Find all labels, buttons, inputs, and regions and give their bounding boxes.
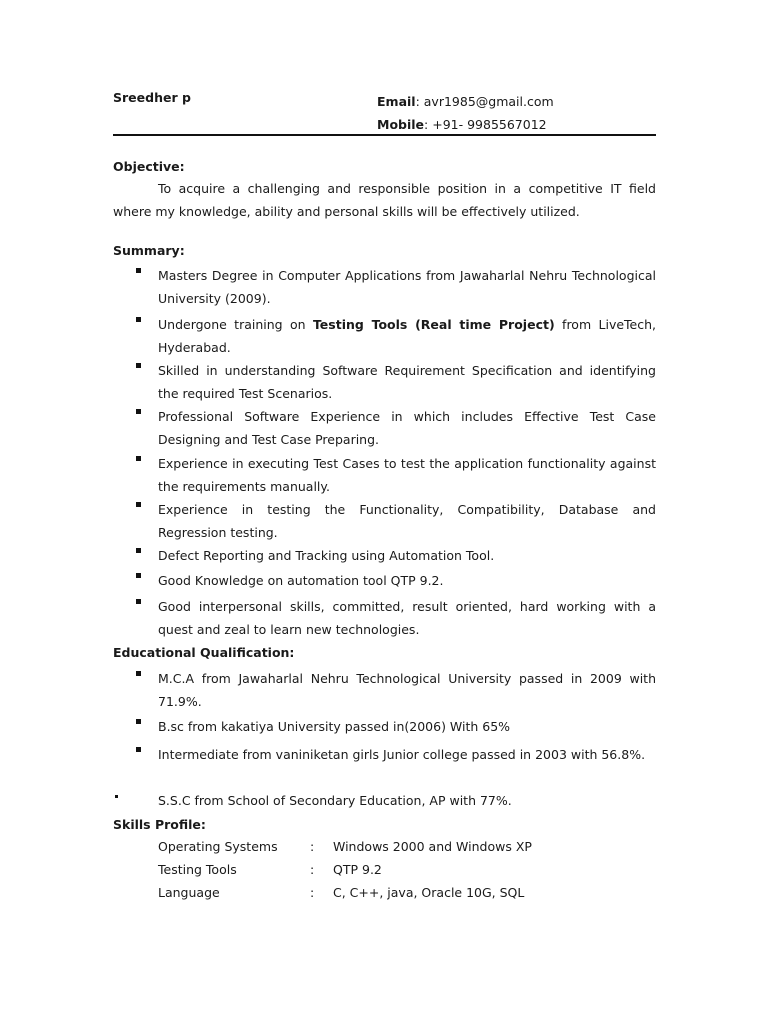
contact-block — [377, 90, 554, 136]
skill-value: C, C++, java, Oracle 10G, SQL — [333, 885, 525, 900]
skill-key: Operating Systems — [158, 839, 278, 854]
bullet-icon — [136, 409, 141, 414]
skill-key: Testing Tools — [158, 862, 237, 877]
summary-item-text: Defect Reporting and Tracking using Automation Tool. — [158, 548, 495, 563]
skill-separator: : — [310, 885, 315, 900]
summary-heading: Summary: — [113, 243, 185, 258]
summary-item-text: Skilled in understanding Software Requirement Specification and identifying the required Test Scenarios. — [158, 363, 656, 401]
education-item-text: S.S.C from School of Secondary Education, AP with 77%. — [158, 793, 512, 808]
summary-item-text: Experience in executing Test Cases to test the application functionality against the requirements manually. — [158, 456, 656, 494]
header-divider — [113, 134, 656, 136]
skill-value: Windows 2000 and Windows XP — [333, 839, 532, 854]
email-line — [377, 90, 554, 113]
bullet-icon — [136, 671, 141, 676]
summary-item-text: Experience in testing the Functionality, Compatibility, Database and Regression testing. — [158, 502, 656, 540]
skills-heading: Skills Profile: — [113, 817, 206, 832]
skill-separator: : — [310, 839, 315, 854]
bullet-icon — [136, 573, 141, 578]
bullet-icon — [115, 795, 118, 798]
skill-separator: : — [310, 862, 315, 877]
objective-heading: Objective: — [113, 159, 185, 174]
summary-item-text: Good interpersonal skills, committed, result oriented, hard working with a quest and zeal to learn new technologies. — [158, 599, 656, 637]
skill-value: QTP 9.2 — [333, 862, 382, 877]
email-label: Email — [377, 94, 416, 109]
summary-item-text: Masters Degree in Computer Applications from Jawaharlal Nehru Technological University (2009). — [158, 268, 656, 306]
summary-item-text: Undergone training on Testing Tools (Real time Project) from LiveTech, Hyderabad. — [158, 317, 657, 355]
mobile-value: : +91- 9985567012 — [424, 117, 547, 132]
summary-item-text: Good Knowledge on automation tool QTP 9.2. — [158, 573, 444, 588]
skill-key: Language — [158, 885, 220, 900]
candidate-name: Sreedher p — [113, 90, 191, 105]
education-heading: Educational Qualification: — [113, 645, 295, 660]
bullet-icon — [136, 268, 141, 273]
mobile-label: Mobile — [377, 117, 425, 132]
education-item-text: M.C.A from Jawaharlal Nehru Technological University passed in 2009 with 71.9%. — [158, 671, 656, 709]
bullet-icon — [136, 747, 141, 752]
bullet-icon — [136, 363, 141, 368]
bullet-icon — [136, 548, 141, 553]
bullet-icon — [136, 719, 141, 724]
bullet-icon — [136, 456, 141, 461]
bullet-icon — [136, 317, 141, 322]
objective-text: To acquire a challenging and responsible position in a competitive IT field where my knowledge, ability and personal skills will be effectively utilized. — [113, 181, 656, 219]
bullet-icon — [136, 502, 141, 507]
bullet-icon — [136, 599, 141, 604]
objective-text-block — [113, 177, 656, 223]
education-item-text: Intermediate from vaniniketan girls Junior college passed in 2003 with 56.8%. — [158, 747, 646, 762]
email-value: : avr1985@gmail.com — [415, 94, 554, 109]
education-item-text: B.sc from kakatiya University passed in(2006) With 65% — [158, 719, 511, 734]
mobile-line — [377, 113, 554, 136]
summary-item-text: Professional Software Experience in which includes Effective Test Case Designing and Test Case Preparing. — [158, 409, 656, 447]
